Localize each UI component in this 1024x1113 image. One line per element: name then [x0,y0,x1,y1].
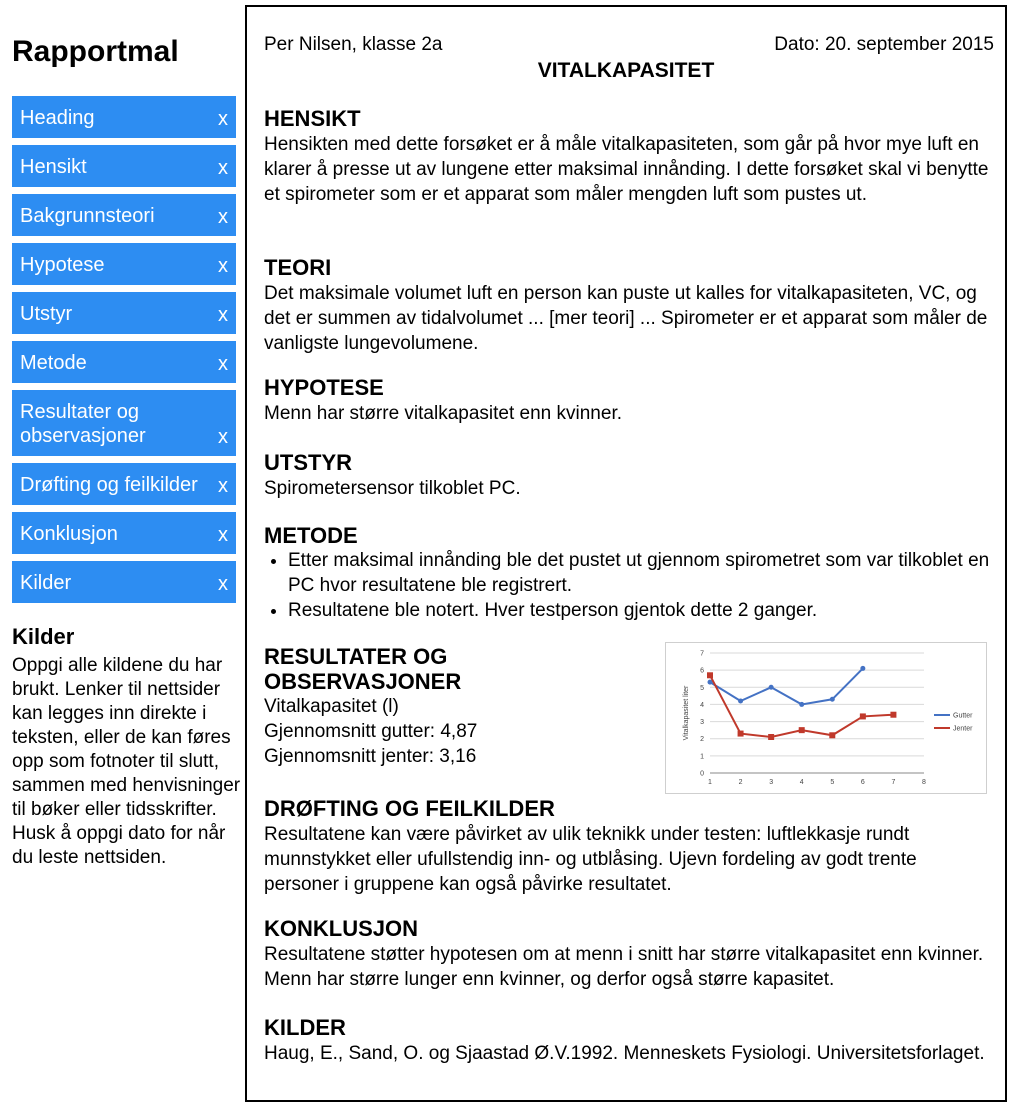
remove-icon[interactable]: x [218,108,228,130]
remove-icon[interactable]: x [218,304,228,326]
section-text: Spirometersensor tilkoblet PC. [264,478,521,499]
remove-icon[interactable]: x [218,573,228,595]
section-metode [264,523,994,623]
section-heading: DRØFTING OG FEILKILDER [264,796,555,821]
remove-icon[interactable]: x [218,524,228,546]
legend-label: Jenter [953,725,973,733]
x-tick-label: 8 [922,779,926,786]
date-line: Dato: 20. september 2015 [774,34,994,55]
author-line: Per Nilsen, klasse 2a [264,34,443,55]
y-tick-label: 5 [700,684,704,692]
x-tick-label: 1 [708,779,712,786]
section-hensikt [264,106,994,207]
data-point [829,732,835,738]
sidebar [0,0,244,1113]
data-point [738,699,743,704]
section-item-kilder[interactable] [12,561,236,603]
method-list [264,548,994,623]
section-heading: KONKLUSJON [264,916,419,941]
section-heading: RESULTATER OG OBSERVASJONER [264,644,462,694]
x-tick-label: 3 [769,779,774,786]
y-tick-label: 1 [700,753,704,761]
section-hypotese [264,375,994,426]
section-item-label: Utstyr [20,303,73,325]
section-item-label: Metode [20,352,87,374]
results-chart [665,642,987,794]
x-tick-label: 2 [738,779,743,786]
section-item-hensikt[interactable] [12,145,236,187]
section-resultater [264,644,514,769]
section-item-label: Kilder [20,572,72,594]
section-text: Resultatene kan være påvirket av ulik teknikk under testen: luftlekkasje rundt munnstykket eller ufullstendig inn- og utblåsing. Ujevn fordeling av godt trente personer i gruppene kan også påvirke resultatet. [264,824,917,895]
section-item-utstyr[interactable] [12,292,236,334]
section-item-label: Resultater og observasjoner [20,401,146,447]
section-item-resultater[interactable] [12,390,236,456]
section-item-label: Konklusjon [20,523,118,545]
section-item-metode[interactable] [12,341,236,383]
data-point [830,697,835,702]
section-kilder [264,1015,994,1066]
section-item-hypotese[interactable] [12,243,236,285]
section-teori [264,255,994,356]
section-drofting [264,796,994,897]
section-item-label: Drøfting og feilkilder [20,474,198,496]
help-text: Oppgi alle kildene du har brukt. Lenker til nettsider kan legges inn direkte i teksten, eller de kan føres opp som fotnoter til slutt, sammen med henvisninger til bøker eller tidsskrifter. Husk å oppgi dato for når du leste nettsiden. [12,655,241,868]
x-tick-label: 6 [860,779,865,786]
x-tick-label: 4 [799,779,804,786]
remove-icon[interactable]: x [218,206,228,228]
section-heading: TEORI [264,255,332,280]
remove-icon[interactable]: x [218,475,228,497]
result-line: Gjennomsnitt gutter: 4,87 [264,721,478,742]
remove-icon[interactable]: x [218,255,228,277]
section-item-label: Hypotese [20,254,105,276]
data-point [738,731,744,737]
section-text: Hensikten med dette forsøket er å måle vitalkapasiteten, som går på hvor mye luft en klarer å presse ut av lungene etter maksimal innånding. I dette forsøket skal vi benytte et spirometer som er et apparat som måler mengden luft som pustes ut. [264,134,989,205]
section-text: Det maksimale volumet luft en person kan puste ut kalles for vitalkapasiteten, VC, og det er summen av tidalvolumet ... [mer teori] ... Spirometer er et apparat som måler de vanligste lungevolumene. [264,283,988,354]
section-item-label: Heading [20,107,95,129]
section-text: Resultatene støtter hypotesen om at menn i snitt har større vitalkapasitet enn kvinner. Menn har større lunger enn kvinner, og derfor også større kapasitet. [264,944,984,990]
data-point [769,685,774,690]
section-item-label: Hensikt [20,156,87,178]
list-item: • Resultatene ble notert. Hver testperson gjentok dette 2 ganger. [288,598,994,623]
chart-svg [666,643,986,793]
list-item: • Etter maksimal innånding ble det pustet ut gjennom spirometret som var tilkoblet en PC hvor resultatene ble registrert. [288,548,994,598]
section-item-heading[interactable] [12,96,236,138]
y-tick-label: 7 [700,650,704,658]
section-item-bakgrunnsteori[interactable] [12,194,236,236]
report-document [245,5,1007,1102]
result-line: Vitalkapasitet (l) [264,696,399,717]
x-tick-label: 7 [891,779,896,786]
y-tick-label: 6 [700,667,704,675]
data-point [707,672,713,678]
y-tick-label: 0 [700,770,704,778]
document-title: VITALKAPASITET [537,59,715,82]
help-heading: Kilder [12,624,75,649]
section-heading: HENSIKT [264,106,361,131]
data-point [799,702,804,707]
series-line [710,668,863,704]
section-item-konklusjon[interactable] [12,512,236,554]
section-item-drofting[interactable] [12,463,236,505]
y-tick-label: 2 [700,736,704,744]
section-text: Menn har større vitalkapasitet enn kvinner. [264,403,623,424]
section-text: Haug, E., Sand, O. og Sjaastad Ø.V.1992. Menneskets Fysiologi. Universitetsforlaget. [264,1043,985,1064]
y-tick-label: 3 [700,719,704,727]
section-heading: METODE [264,523,358,548]
section-heading: UTSTYR [264,450,352,475]
section-item-label: Bakgrunnsteori [20,205,155,227]
y-tick-label: 4 [700,701,704,709]
section-heading: KILDER [264,1015,346,1040]
data-point [768,734,774,740]
y-axis-label: Vitalkapasitet liter [683,685,690,741]
data-point [799,727,805,733]
legend-label: Gutter [953,712,973,720]
data-point [860,713,866,719]
data-point [890,712,896,718]
remove-icon[interactable]: x [218,353,228,375]
section-utstyr [264,450,994,501]
remove-icon[interactable]: x [218,157,228,179]
x-tick-label: 5 [830,779,835,786]
section-konklusjon [264,916,994,992]
sidebar-title: Rapportmal [12,35,179,68]
section-heading: HYPOTESE [264,375,384,400]
data-point [860,666,865,671]
remove-icon[interactable]: x [218,426,228,448]
result-line: Gjennomsnitt jenter: 3,16 [264,746,477,767]
